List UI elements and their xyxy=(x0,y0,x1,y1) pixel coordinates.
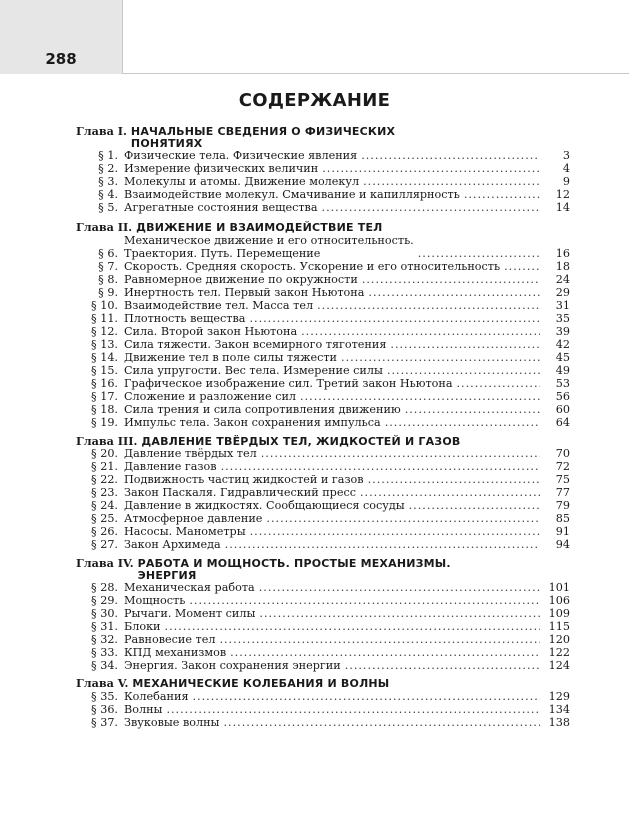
section-page: 94 xyxy=(555,538,570,551)
section-title xyxy=(124,581,255,594)
dot-leader xyxy=(322,162,540,175)
chapter-prefix: Глава III. xyxy=(76,433,138,448)
page-number: 288 xyxy=(45,50,77,68)
chapter-heading xyxy=(76,433,570,448)
chapter-title xyxy=(136,222,382,234)
section-title xyxy=(124,716,219,729)
dot-leader xyxy=(259,581,540,594)
section-title xyxy=(124,351,337,364)
section-title xyxy=(124,390,296,403)
toc-entry xyxy=(76,460,570,473)
section-page: 45 xyxy=(555,350,570,364)
section-body xyxy=(118,659,544,672)
chapter-prefix: Глава V. xyxy=(76,676,129,690)
section-title-line: Атмосферное давление xyxy=(124,512,263,525)
toc-entry xyxy=(76,390,570,403)
dot-leader xyxy=(368,473,540,486)
section-title-line: Сложение и разложение сил xyxy=(124,389,297,403)
section-title-line: Давление газов xyxy=(124,460,217,473)
section-title xyxy=(124,149,357,162)
chapter-heading xyxy=(76,222,570,234)
section-title xyxy=(124,188,460,201)
section-body xyxy=(118,646,544,659)
section-title xyxy=(124,646,226,659)
toc-entry xyxy=(76,581,570,594)
section-number: § 1. xyxy=(98,149,118,162)
section-number: § 7. xyxy=(98,259,118,273)
dot-leader xyxy=(362,273,540,286)
section-number: § 35. xyxy=(91,689,118,703)
toc-entry xyxy=(76,260,570,273)
section-body xyxy=(118,447,544,460)
section-title-line: Физические тела. Физические явления xyxy=(124,149,358,162)
section-title xyxy=(124,512,262,525)
section-page: 4 xyxy=(562,162,570,175)
chapter-title xyxy=(141,436,460,448)
chapter-title-line: НАЧАЛЬНЫЕ СВЕДЕНИЯ О ФИЗИЧЕСКИХ xyxy=(130,125,396,138)
header-rule xyxy=(122,73,629,74)
section-body xyxy=(118,703,544,716)
section-title xyxy=(124,620,161,633)
section-title-line: Механическое движение и его относительность. xyxy=(124,233,414,247)
section-number: § 12. xyxy=(91,324,118,338)
section-title-line: Блоки xyxy=(124,620,161,633)
toc-entry xyxy=(76,286,570,299)
section-number: § 22. xyxy=(91,473,118,486)
dot-leader xyxy=(464,188,540,201)
toc-entry xyxy=(76,338,570,351)
section-title-line: Взаимодействие молекул. Смачивание и капиллярность xyxy=(124,188,460,201)
section-page: 42 xyxy=(555,337,570,351)
toc-chapter xyxy=(76,433,570,552)
section-body xyxy=(118,525,544,538)
chapter-heading xyxy=(76,126,570,149)
toc-entry xyxy=(76,607,570,620)
section-body xyxy=(118,690,544,703)
section-title-line: Сила упругости. Вес тела. Измерение силы xyxy=(124,363,383,377)
section-body xyxy=(118,486,544,499)
section-body xyxy=(118,260,544,273)
table-of-contents xyxy=(76,120,570,729)
toc-entry xyxy=(76,403,570,416)
section-number: § 18. xyxy=(91,402,118,416)
toc-entry xyxy=(76,620,570,633)
chapter-heading xyxy=(76,558,570,581)
section-page: 53 xyxy=(555,376,570,390)
section-page: 122 xyxy=(548,646,570,659)
dot-leader xyxy=(409,499,540,512)
chapter-prefix: Глава IV. xyxy=(76,556,134,570)
dot-leader xyxy=(368,286,540,299)
section-title-line: Движение тел в поле силы тяжести xyxy=(124,350,338,364)
section-number: § 30. xyxy=(91,607,118,620)
section-page: 129 xyxy=(548,689,570,703)
section-number: § 9. xyxy=(98,285,118,299)
dot-leader xyxy=(221,460,540,473)
section-title xyxy=(124,175,359,188)
section-page: 115 xyxy=(548,620,570,633)
chapter-prefix: Глава I. xyxy=(76,124,127,138)
dot-leader xyxy=(166,703,540,716)
section-title xyxy=(124,690,189,703)
section-body xyxy=(118,594,544,607)
section-title-line: Закон Архимеда xyxy=(124,538,221,551)
section-title xyxy=(124,633,215,646)
section-number: § 34. xyxy=(91,659,118,672)
section-page: 85 xyxy=(555,512,570,525)
section-body xyxy=(118,325,544,338)
section-number: § 27. xyxy=(91,538,118,551)
dot-leader xyxy=(300,390,540,403)
dot-leader xyxy=(457,377,541,390)
section-title xyxy=(124,260,500,273)
section-title xyxy=(124,377,453,390)
section-title xyxy=(124,659,341,672)
section-body xyxy=(118,390,544,403)
chapter-title-line: ЭНЕРГИЯ xyxy=(137,568,197,582)
section-title-line: Траектория. Путь. Перемещение xyxy=(124,246,321,260)
section-page: 49 xyxy=(555,363,570,377)
section-number: § 37. xyxy=(91,715,118,729)
section-title-line: Сила. Второй закон Ньютона xyxy=(124,324,298,338)
dot-leader xyxy=(387,364,540,377)
section-title xyxy=(124,338,386,351)
dot-leader xyxy=(341,351,540,364)
section-body xyxy=(118,162,544,175)
section-page: 120 xyxy=(548,633,570,646)
section-title-line: Плотность вещества xyxy=(124,311,246,325)
section-number: § 5. xyxy=(98,201,118,214)
section-page: 75 xyxy=(555,473,570,486)
section-title xyxy=(124,460,217,473)
section-body xyxy=(118,201,544,214)
section-title xyxy=(124,703,162,716)
dot-leader xyxy=(193,690,541,703)
section-number: § 28. xyxy=(91,581,118,594)
dot-leader xyxy=(385,416,540,429)
section-title-line: Скорость. Средняя скорость. Ускорение и его относительность xyxy=(124,259,501,273)
section-number: § 16. xyxy=(91,376,118,390)
section-number: § 2. xyxy=(98,162,118,175)
section-number: § 32. xyxy=(91,633,118,646)
section-title xyxy=(124,486,356,499)
dot-leader xyxy=(390,338,540,351)
dot-leader xyxy=(259,607,540,620)
section-body xyxy=(118,581,544,594)
section-number: § 11. xyxy=(91,311,118,325)
section-number: § 6. xyxy=(98,246,118,260)
toc-entry xyxy=(76,716,570,729)
section-number: § 21. xyxy=(91,460,118,473)
section-page: 101 xyxy=(548,581,570,594)
section-title-line: Мощность xyxy=(124,594,186,607)
toc-entry xyxy=(76,659,570,672)
chapter-title-line: ДВИЖЕНИЕ И ВЗАИМОДЕЙСТВИЕ ТЕЛ xyxy=(136,221,383,234)
section-body xyxy=(118,273,544,286)
section-number: § 13. xyxy=(91,337,118,351)
section-title-line: Молекулы и атомы. Движение молекул xyxy=(124,175,360,188)
dot-leader xyxy=(225,538,540,551)
section-page: 109 xyxy=(548,607,570,620)
dot-leader xyxy=(504,260,540,273)
section-page: 24 xyxy=(555,272,570,286)
section-body xyxy=(118,364,544,377)
dot-leader xyxy=(322,201,540,214)
section-title xyxy=(124,538,221,551)
toc-entry xyxy=(76,377,570,390)
section-body xyxy=(118,460,544,473)
toc-entry xyxy=(76,416,570,429)
section-body xyxy=(118,351,544,364)
section-title xyxy=(124,607,255,620)
section-number: § 14. xyxy=(91,350,118,364)
chapter-title xyxy=(132,678,389,690)
section-title xyxy=(124,416,381,429)
section-body xyxy=(118,512,544,525)
toc-entry xyxy=(76,499,570,512)
toc-chapter xyxy=(76,126,570,214)
section-title xyxy=(124,286,364,299)
toc-entry xyxy=(76,364,570,377)
section-body xyxy=(118,716,544,729)
section-page: 56 xyxy=(555,389,570,403)
section-body xyxy=(118,620,544,633)
toc-entry xyxy=(76,188,570,201)
toc-entry xyxy=(76,149,570,162)
section-page: 70 xyxy=(555,447,570,460)
section-page: 35 xyxy=(555,311,570,325)
section-title-line: Равномерное движение по окружности xyxy=(124,272,358,286)
section-title-line: Взаимодействие тел. Масса тел xyxy=(124,298,314,312)
dot-leader xyxy=(223,716,540,729)
section-title-line: КПД механизмов xyxy=(124,646,227,659)
section-page: 16 xyxy=(555,246,570,260)
dot-leader xyxy=(219,633,540,646)
section-body xyxy=(118,338,544,351)
section-title xyxy=(124,162,318,175)
toc-entry xyxy=(76,538,570,551)
section-page: 77 xyxy=(555,486,570,499)
chapter-prefix: Глава II. xyxy=(76,220,133,234)
section-number: § 26. xyxy=(91,525,118,538)
section-title-line: Давление твёрдых тел xyxy=(124,447,257,460)
section-title-line: Сила тяжести. Закон всемирного тяготения xyxy=(124,337,387,351)
section-body xyxy=(118,538,544,551)
section-title xyxy=(124,364,383,377)
section-body xyxy=(118,473,544,486)
section-body xyxy=(118,286,544,299)
toc-chapter xyxy=(76,678,570,729)
section-page: 31 xyxy=(555,298,570,312)
dot-leader xyxy=(261,447,540,460)
toc-entry xyxy=(76,486,570,499)
section-body xyxy=(118,234,544,260)
dot-leader xyxy=(363,175,540,188)
section-page: 12 xyxy=(555,188,570,201)
section-body xyxy=(118,312,544,325)
section-title-line: Рычаги. Момент силы xyxy=(124,607,256,620)
toc-entry xyxy=(76,201,570,214)
toc-entry xyxy=(76,594,570,607)
section-page: 3 xyxy=(562,149,570,162)
section-number: § 25. xyxy=(91,512,118,525)
toc-entry xyxy=(76,633,570,646)
dot-leader xyxy=(249,312,540,325)
section-title xyxy=(124,325,297,338)
section-title xyxy=(124,299,313,312)
section-title-line: Инертность тел. Первый закон Ньютона xyxy=(124,285,365,299)
chapter-title-line: ПОНЯТИЯХ xyxy=(130,136,203,150)
section-title xyxy=(124,447,257,460)
section-title-line: Волны xyxy=(124,702,163,716)
section-number: § 15. xyxy=(91,363,118,377)
section-number: § 20. xyxy=(91,447,118,460)
dot-leader xyxy=(301,325,540,338)
dot-leader xyxy=(418,247,540,260)
dot-leader xyxy=(266,512,540,525)
section-page: 138 xyxy=(548,715,570,729)
toc-chapter xyxy=(76,558,570,672)
section-number: § 36. xyxy=(91,702,118,716)
toc-entry xyxy=(76,473,570,486)
section-title-line: Давление в жидкостях. Сообщающиеся сосуды xyxy=(124,499,405,512)
section-body xyxy=(118,299,544,312)
toc-entry xyxy=(76,525,570,538)
toc-entry xyxy=(76,703,570,716)
section-title xyxy=(124,594,185,607)
section-title-line: Равновесие тел xyxy=(124,633,216,646)
section-title xyxy=(124,525,246,538)
section-page: 124 xyxy=(548,659,570,672)
section-body xyxy=(118,175,544,188)
section-body xyxy=(118,188,544,201)
section-number: § 17. xyxy=(91,389,118,403)
dot-leader xyxy=(361,149,540,162)
section-body xyxy=(118,403,544,416)
section-title-line: Колебания xyxy=(124,689,189,703)
dot-leader xyxy=(230,646,540,659)
section-title xyxy=(124,499,405,512)
section-title xyxy=(124,234,414,260)
section-title xyxy=(124,201,318,214)
section-number: § 19. xyxy=(91,415,118,429)
section-page: 14 xyxy=(555,201,570,214)
toc-entry xyxy=(76,273,570,286)
chapter-title-line: РАБОТА И МОЩНОСТЬ. ПРОСТЫЕ МЕХАНИЗМЫ. xyxy=(137,557,451,570)
toc-entry xyxy=(76,312,570,325)
section-title-line: Звуковые волны xyxy=(124,715,220,729)
section-page: 106 xyxy=(548,594,570,607)
chapter-title-line: МЕХАНИЧЕСКИЕ КОЛЕБАНИЯ И ВОЛНЫ xyxy=(132,677,390,690)
dot-leader xyxy=(189,594,540,607)
dot-leader xyxy=(360,486,540,499)
section-body xyxy=(118,607,544,620)
section-title-line: Агрегатные состояния вещества xyxy=(124,201,318,214)
section-title xyxy=(124,312,245,325)
section-title-line: Энергия. Закон сохранения энергии xyxy=(124,659,341,672)
section-title-line: Импульс тела. Закон сохранения импульса xyxy=(124,415,381,429)
section-title-line: Закон Паскаля. Гидравлический пресс xyxy=(124,486,356,499)
section-page: 60 xyxy=(555,402,570,416)
section-page: 79 xyxy=(555,499,570,512)
section-title-line: Подвижность частиц жидкостей и газов xyxy=(124,473,364,486)
chapter-title-line: ДАВЛЕНИЕ ТВЁРДЫХ ТЕЛ, ЖИДКОСТЕЙ И ГАЗОВ xyxy=(141,434,461,448)
toc-entry xyxy=(76,162,570,175)
section-number: § 23. xyxy=(91,486,118,499)
section-title-line: Насосы. Манометры xyxy=(124,525,246,538)
chapter-title xyxy=(131,126,395,149)
section-page: 64 xyxy=(555,415,570,429)
dot-leader xyxy=(165,620,540,633)
section-number: § 3. xyxy=(98,175,118,188)
section-page: 29 xyxy=(555,285,570,299)
section-number: § 29. xyxy=(91,594,118,607)
toc-entry xyxy=(76,175,570,188)
section-number: § 10. xyxy=(91,298,118,312)
dot-leader xyxy=(250,525,540,538)
toc-entry xyxy=(76,512,570,525)
section-title xyxy=(124,273,358,286)
chapter-title xyxy=(138,558,451,581)
section-body xyxy=(118,633,544,646)
section-page: 39 xyxy=(555,324,570,338)
section-title-line: Механическая работа xyxy=(124,581,255,594)
section-page: 91 xyxy=(555,525,570,538)
section-title xyxy=(124,473,364,486)
section-title-line: Графическое изображение сил. Третий закон Ньютона xyxy=(124,376,453,390)
toc-entry xyxy=(76,447,570,460)
section-title-line: Измерение физических величин xyxy=(124,162,319,175)
section-number: § 31. xyxy=(91,620,118,633)
toc-entry xyxy=(76,234,570,260)
section-page: 72 xyxy=(555,460,570,473)
toc-entry xyxy=(76,690,570,703)
section-body xyxy=(118,499,544,512)
toc-entry xyxy=(76,351,570,364)
dot-leader xyxy=(317,299,540,312)
section-page: 18 xyxy=(555,259,570,273)
toc-entry xyxy=(76,299,570,312)
section-number: § 33. xyxy=(91,646,118,659)
section-body xyxy=(118,416,544,429)
section-page: 134 xyxy=(548,702,570,716)
section-body xyxy=(118,149,544,162)
section-page: 9 xyxy=(562,175,570,188)
section-title xyxy=(124,403,401,416)
toc-chapter xyxy=(76,222,570,429)
section-number: § 24. xyxy=(91,499,118,512)
section-title-line: Сила трения и сила сопротивления движению xyxy=(124,402,401,416)
toc-entry xyxy=(76,646,570,659)
dot-leader xyxy=(345,659,540,672)
section-body xyxy=(118,377,544,390)
toc-entry xyxy=(76,325,570,338)
section-number: § 8. xyxy=(98,272,118,286)
chapter-heading xyxy=(76,678,570,690)
section-number: § 4. xyxy=(98,188,118,201)
page-title: СОДЕРЖАНИЕ xyxy=(238,90,391,111)
dot-leader xyxy=(405,403,540,416)
